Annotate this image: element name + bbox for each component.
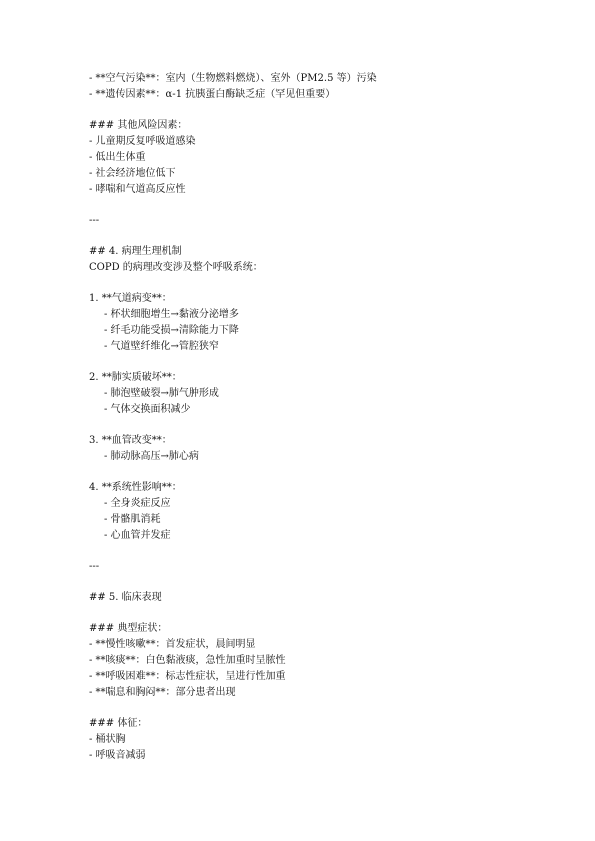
list-item: - 杯状细胞增生→黏液分泌增多 (104, 309, 239, 320)
list-item: - 气体交换面积减少 (104, 404, 191, 415)
section-intro: COPD 的病理改变涉及整个呼吸系统： (89, 262, 263, 273)
numbered-item-parenchyma: 2. **肺实质破坏**： (89, 372, 182, 383)
numbered-item-airway: 1. **气道病变**： (89, 293, 172, 304)
list-item: - 桶状胸 (89, 734, 126, 745)
list-item: - 骨骼肌消耗 (104, 514, 161, 525)
list-item: - 全身炎症反应 (104, 498, 171, 509)
section-heading-4: ## 4. 病理生理机制 (89, 246, 182, 257)
list-item: - 呼吸音减弱 (89, 750, 146, 761)
numbered-item-vascular: 3. **血管改变**： (89, 435, 172, 446)
list-item: - **呼吸困难**：标志性症状，呈进行性加重 (89, 671, 286, 682)
heading-signs: ### 体征： (89, 718, 148, 729)
list-item: - 肺动脉高压→肺心病 (104, 451, 199, 462)
risk-air-pollution: - **空气污染**：室内（生物燃料燃烧）、室外（PM2.5 等）污染 (89, 73, 377, 84)
section-heading-5: ## 5. 临床表现 (89, 592, 162, 603)
list-item: - **喘息和胸闷**：部分患者出现 (89, 687, 236, 698)
heading-symptoms: ### 典型症状： (89, 623, 168, 634)
list-item: - **咳痰**：白色黏液痰，急性加重时呈脓性 (89, 655, 286, 666)
list-item: - 肺泡壁破裂→肺气肿形成 (104, 388, 219, 399)
numbered-item-systemic: 4. **系统性影响**： (89, 482, 182, 493)
list-item: - **慢性咳嗽**：首发症状，晨间明显 (89, 639, 256, 650)
list-item: - 气道壁纤维化→管腔狭窄 (104, 341, 219, 352)
list-item: - 儿童期反复呼吸道感染 (89, 136, 196, 147)
list-item: - 纤毛功能受损→清除能力下降 (104, 325, 239, 336)
list-item: - 心血管并发症 (104, 530, 171, 541)
risk-genetic: - **遗传因素**：α-1 抗胰蛋白酶缺乏症（罕见但重要） (89, 89, 336, 100)
list-item: - 社会经济地位低下 (89, 168, 176, 179)
divider: --- (89, 561, 100, 572)
divider: --- (89, 215, 100, 226)
heading-other-risks: ### 其他风险因素： (89, 120, 188, 131)
list-item: - 哮喘和气道高反应性 (89, 184, 186, 195)
list-item: - 低出生体重 (89, 152, 146, 163)
